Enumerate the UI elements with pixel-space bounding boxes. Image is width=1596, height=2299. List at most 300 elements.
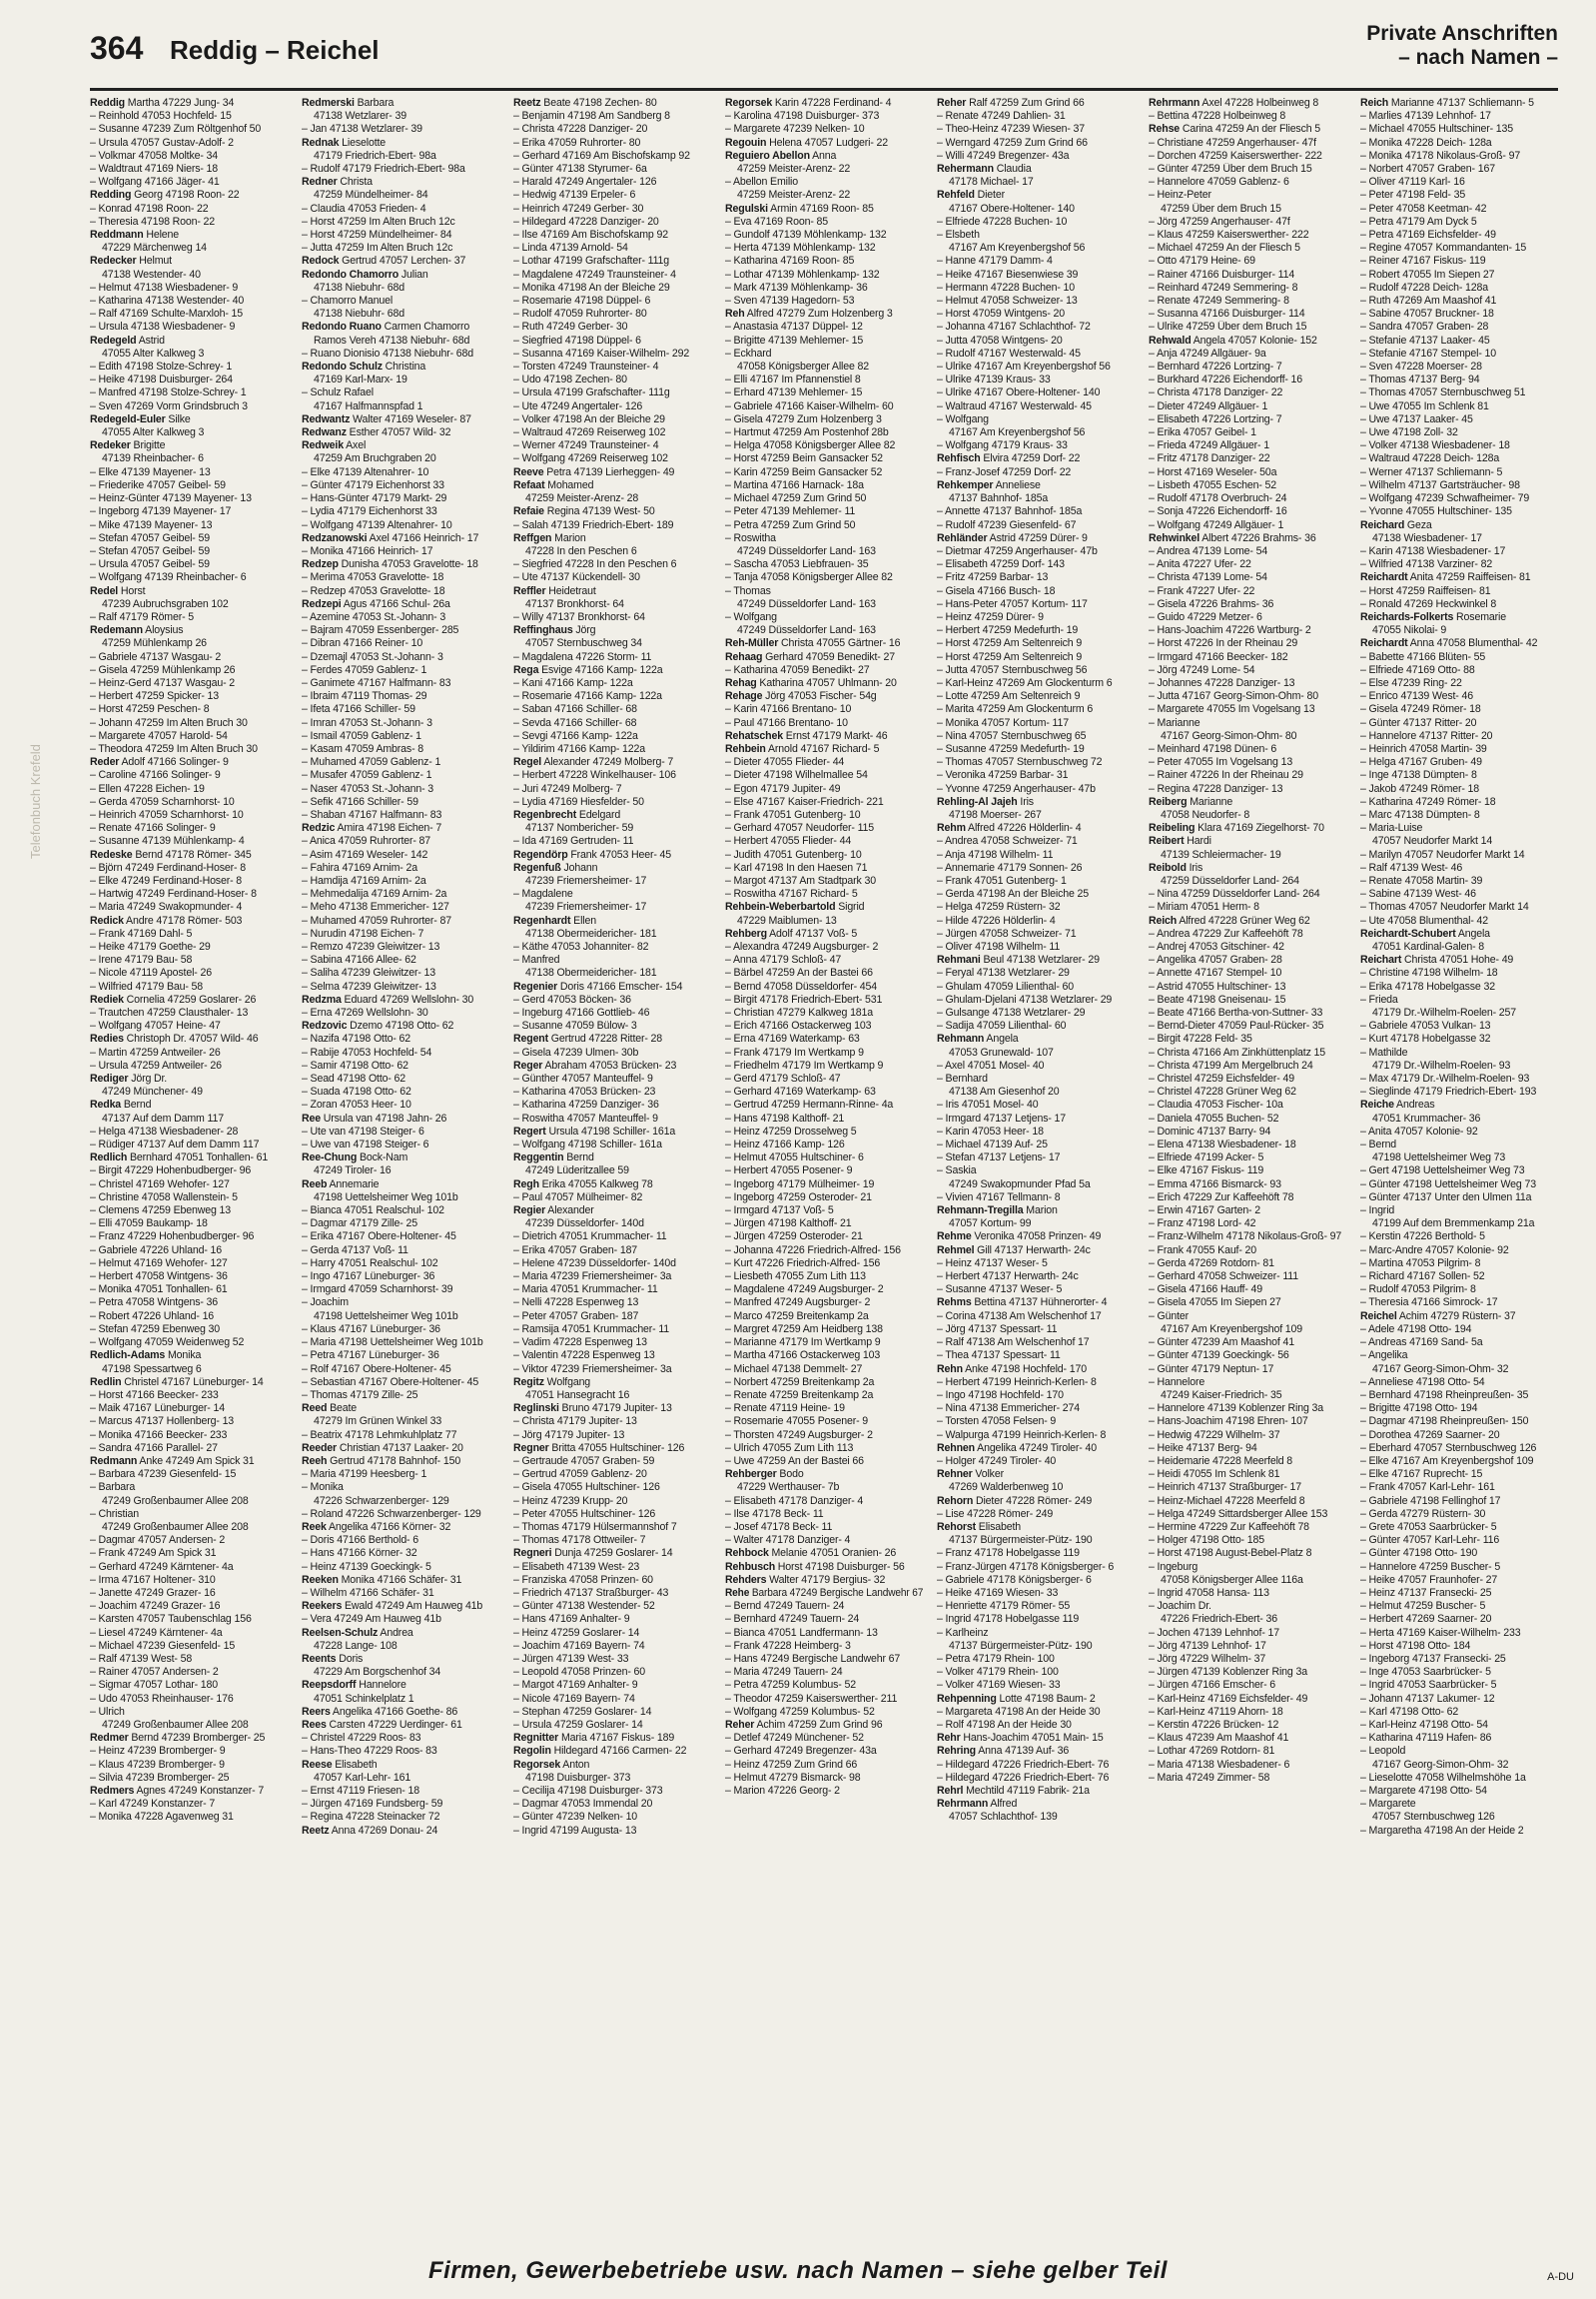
- entry-details: – Hannelore 47059 Gablenz- 6: [1149, 176, 1289, 189]
- listing-entry: [90, 1772, 288, 1785]
- listing-entry: [725, 1323, 923, 1336]
- listing-entry: [513, 1811, 711, 1824]
- listing-entry: [513, 743, 711, 756]
- entry-details: – Rainer 47166 Duisburger- 114: [1149, 268, 1295, 281]
- listing-entry: [1360, 110, 1558, 123]
- entry-details: – Barbara: [90, 1481, 136, 1494]
- surname: Redlich-Adams: [90, 1349, 166, 1362]
- surname: Refaie: [513, 505, 544, 518]
- surname: Rehbein-Weberbartold: [725, 901, 836, 914]
- entry-details: – Henriette 47179 Römer- 55: [937, 1600, 1071, 1613]
- listing-entry: [937, 611, 1135, 624]
- entry-details: – Barbara 47239 Giesenfeld- 15: [90, 1468, 237, 1481]
- listing-entry: [937, 1099, 1135, 1112]
- page-number: 364: [90, 30, 144, 66]
- entry-details: – Margarete 47055 Im Vogelsang 13: [1149, 703, 1315, 716]
- entry-details: – Heinz-Günter 47139 Mayener- 13: [90, 492, 252, 505]
- surname: Reekers: [302, 1600, 343, 1613]
- entry-details: – Volker 47198 An der Bleiche 29: [513, 412, 665, 425]
- listing-entry: [90, 519, 288, 532]
- listing-entry: [937, 1666, 1135, 1679]
- listing-entry: [90, 1693, 288, 1706]
- surname: Reher: [937, 97, 967, 109]
- listing-entry: [513, 1429, 711, 1442]
- listing-entry: [937, 137, 1135, 150]
- entry-details: Bruno 47179 Jupiter- 13: [558, 1402, 672, 1415]
- entry-details: – Herbert 47228 Winkelhauser- 106: [513, 769, 676, 782]
- listing-entry: [937, 1033, 1135, 1046]
- entry-details: – Bernhard 47249 Tauern- 24: [725, 1613, 860, 1626]
- listing-entry: [90, 1073, 288, 1086]
- surname: Rehorn: [937, 1494, 974, 1507]
- listing-entry: [302, 1521, 499, 1534]
- entry-details: – Harald 47249 Angertaler- 126: [513, 176, 657, 189]
- listing-entry: [725, 479, 923, 492]
- entry-details: – Susanna 47169 Kaiser-Wilhelm- 292: [513, 347, 690, 360]
- entry-details: – Hartmut 47259 Am Postenhof 28b: [725, 426, 889, 439]
- entry-address: 47198 Uettelsheimer Weg 101b: [314, 1190, 458, 1203]
- listing-entry: [302, 374, 499, 386]
- listing-entry: [725, 242, 923, 255]
- entry-details: – Saskia: [937, 1164, 977, 1177]
- listing-entry: [90, 1113, 288, 1126]
- listing-entry: [513, 439, 711, 452]
- entry-details: – Mathilde: [1360, 1046, 1408, 1059]
- entry-details: – Sebastian 47167 Obere-Holtener- 45: [302, 1375, 479, 1388]
- entry-details: – Inge 47053 Saarbrücker- 5: [1360, 1666, 1491, 1679]
- listing-entry: [725, 1613, 923, 1626]
- listing-entry: [1149, 1600, 1346, 1613]
- listing-entry: [937, 651, 1135, 664]
- entry-details: Adolf 47166 Solinger- 9: [119, 756, 229, 769]
- entry-details: Bernd: [563, 1151, 594, 1164]
- listing-entry: [1149, 452, 1346, 465]
- listing-entry: [1360, 1455, 1558, 1468]
- listing-entry: [302, 1310, 499, 1323]
- entry-details: Gill 47137 Herwarth- 24c: [974, 1243, 1091, 1256]
- entry-details: Christa: [337, 176, 373, 189]
- surname: Rehrmann: [1149, 97, 1200, 109]
- listing-entry: [513, 941, 711, 954]
- surname: Reed: [302, 1402, 328, 1415]
- listing-entry: [513, 1060, 711, 1073]
- entry-details: – Gerhard 47169 Waterkamp- 63: [725, 1086, 876, 1099]
- entry-details: – Viktor 47239 Friemersheimer- 3a: [513, 1362, 672, 1375]
- surname: Rehberger: [725, 1468, 777, 1481]
- entry-details: – Volker 47179 Rhein- 100: [937, 1666, 1059, 1679]
- listing-entry: [725, 1547, 923, 1560]
- entry-address: 47057 Schlachthof- 139: [949, 1811, 1058, 1824]
- entry-details: – Günter 47057 Karl-Lehr- 116: [1360, 1534, 1500, 1547]
- entry-details: Hildegard 47166 Carmen- 22: [550, 1745, 687, 1758]
- entry-details: – Bernhard 47226 Lortzing- 7: [1149, 361, 1282, 374]
- listing-entry: [513, 1257, 711, 1270]
- listing-entry: [1360, 1296, 1558, 1309]
- entry-details: – Heinz 47259 Goslarer- 14: [513, 1626, 640, 1639]
- listing-entry: [90, 386, 288, 399]
- column-5: [937, 97, 1135, 2244]
- surname: Reetz: [513, 97, 541, 109]
- listing-entry: [1149, 703, 1346, 716]
- surname: Redzma: [302, 993, 342, 1006]
- entry-details: – Sven 47228 Moerser- 28: [1360, 361, 1482, 374]
- listing-entry: [937, 110, 1135, 123]
- column-6: [1149, 97, 1346, 2244]
- listing-entry: [513, 479, 711, 492]
- entry-details: – Holger 47249 Tiroler- 40: [937, 1454, 1057, 1467]
- listing-entry: [513, 1244, 711, 1257]
- listing-entry: [302, 664, 499, 677]
- entry-details: Helmut: [136, 255, 172, 268]
- entry-details: – Christine 47058 Wallenstein- 5: [90, 1190, 238, 1203]
- listing-entry: [302, 1666, 499, 1679]
- entry-details: – Anna 47179 Schloß- 47: [725, 954, 842, 967]
- listing-entry: [1360, 1719, 1558, 1732]
- entry-details: – Brigitte 47198 Otto- 194: [1360, 1402, 1478, 1415]
- listing-entry: [90, 730, 288, 743]
- listing-entry: [725, 994, 923, 1007]
- listing-entry: [1149, 1745, 1346, 1758]
- entry-details: – Frank 47055 Kauf- 20: [1149, 1243, 1257, 1256]
- listing-entry: [1149, 216, 1346, 229]
- listing-entry: [1360, 1508, 1558, 1521]
- entry-details: – Remzo 47239 Gleiwitzer- 13: [302, 941, 440, 953]
- listing-entry: [937, 386, 1135, 399]
- entry-details: – Nina 47057 Sternbuschweg 65: [937, 729, 1087, 742]
- entry-details: – Nina 47259 Düsseldorfer Land- 264: [1149, 888, 1320, 901]
- listing-entry: [1149, 386, 1346, 399]
- listing-entry: [302, 1376, 499, 1389]
- entry-details: – Samir 47198 Otto- 62: [302, 1059, 408, 1072]
- entry-details: – Elke 47167 Ruprecht- 15: [1360, 1468, 1483, 1481]
- entry-details: – Heinrich 47059 Scharnhorst- 10: [90, 808, 244, 821]
- listing-entry: [90, 269, 288, 282]
- listing-entry: [513, 1310, 711, 1323]
- entry-details: – Nicole 47119 Apostel- 26: [90, 967, 212, 980]
- entry-details: – Rudolf 47167 Westerwald- 45: [937, 347, 1081, 360]
- listing-entry: [90, 717, 288, 730]
- entry-details: – Stefan 47057 Geibel- 59: [90, 531, 210, 544]
- listing-entry: [90, 1086, 288, 1099]
- listing-entry: [1149, 1653, 1346, 1666]
- listing-entry: [937, 796, 1135, 809]
- listing-entry: [937, 1113, 1135, 1126]
- listing-entry: [302, 1442, 499, 1455]
- listing-entry: [937, 1047, 1135, 1060]
- entry-details: Johann: [560, 861, 598, 874]
- surname: Rehders: [725, 1573, 767, 1586]
- listing-entry: [90, 809, 288, 822]
- entry-details: – Ingrid 47199 Augusta- 13: [513, 1824, 637, 1837]
- entry-details: – Michael 47138 Demmelt- 27: [725, 1362, 863, 1375]
- surname: Reetz: [302, 1824, 330, 1837]
- entry-details: – Bernd 47058 Düsseldorfer- 454: [725, 980, 878, 993]
- entry-details: – Heinz-Gerd 47137 Wasgau- 2: [90, 676, 235, 689]
- entry-details: Heidetraut: [545, 584, 596, 597]
- entry-details: Astrid: [136, 334, 165, 347]
- surname: Reddmann: [90, 229, 144, 242]
- entry-address: 47058 Königsberger Allee 116a: [1161, 1573, 1303, 1586]
- listing-entry: [725, 255, 923, 268]
- listing-entry: [302, 598, 499, 611]
- listing-entry: [513, 1217, 711, 1230]
- entry-details: – Friedhelm 47179 Im Wertkamp 9: [725, 1059, 884, 1072]
- entry-address: 47058 Königsberger Allee 82: [737, 361, 870, 374]
- listing-entry: [90, 1389, 288, 1402]
- listing-entry: [1360, 585, 1558, 598]
- entry-details: – Waltraud 47228 Deich- 128a: [1360, 452, 1500, 465]
- entry-details: – Gerd 47053 Böcken- 36: [513, 993, 631, 1006]
- entry-details: – Frank 47228 Heimberg- 3: [725, 1639, 851, 1652]
- entry-address: 47249 Großenbaumer Allee 208: [102, 1718, 249, 1731]
- listing-entry: [302, 1060, 499, 1073]
- entry-address: 47137 Nombericher- 59: [525, 822, 634, 835]
- entry-details: – Saban 47166 Schiller- 68: [513, 703, 637, 716]
- entry-details: – Jürgen 47198 Kalthoff- 21: [725, 1217, 852, 1230]
- listing-entry: [1360, 1653, 1558, 1666]
- listing-entry: [302, 1561, 499, 1574]
- listing-entry: [1149, 1481, 1346, 1494]
- listing-entry: [725, 651, 923, 664]
- surname: Reibeling: [1149, 822, 1196, 835]
- listing-entry: [513, 269, 711, 282]
- entry-details: Alfred 47226 Hölderlin- 4: [965, 822, 1082, 835]
- listing-entry: [90, 743, 288, 756]
- listing-entry: [302, 1547, 499, 1560]
- listing-entry: [513, 1349, 711, 1362]
- listing-entry: [725, 413, 923, 426]
- entry-details: Doris: [336, 1652, 364, 1665]
- entry-details: – Beatrix 47178 Lehmkuhlplatz 77: [302, 1428, 457, 1441]
- surname: Rehberg: [725, 927, 767, 940]
- listing-entry: [725, 1442, 923, 1455]
- listing-entry: [513, 1151, 711, 1164]
- entry-details: – Karl-Heinz 47269 Am Glockenturm 6: [937, 676, 1113, 689]
- entry-details: – Christine 47198 Wilhelm- 18: [1360, 967, 1498, 980]
- entry-details: – Gerda 47137 Voß- 11: [302, 1243, 408, 1256]
- listing-entry: [1149, 835, 1346, 848]
- listing-entry: [937, 426, 1135, 439]
- listing-entry: [1360, 269, 1558, 282]
- surname: Rees: [302, 1718, 327, 1731]
- listing-entry: [302, 1798, 499, 1811]
- listing-entry: [302, 585, 499, 598]
- listing-entry: [1149, 809, 1346, 822]
- listing-entry: [1360, 1310, 1558, 1323]
- entry-details: – Dzemajl 47053 St.-Johann- 3: [302, 650, 443, 663]
- entry-details: – Horst 47259 Im Alten Bruch 12c: [302, 215, 455, 228]
- entry-address: 47169 Karl-Marx- 19: [314, 374, 407, 386]
- entry-details: – Elena 47138 Wiesbadener- 18: [1149, 1139, 1296, 1151]
- listing-entry: [1360, 308, 1558, 321]
- listing-entry: [90, 1257, 288, 1270]
- entry-details: – Friedrich 47137 Straßburger- 43: [513, 1586, 669, 1599]
- entry-address: 47198 Moerser- 267: [949, 808, 1042, 821]
- listing-entry: [725, 1244, 923, 1257]
- entry-details: – Yildirim 47166 Kamp- 122a: [513, 742, 645, 755]
- listing-entry: [937, 413, 1135, 426]
- entry-details: – Martina 47053 Pilgrim- 8: [1360, 1256, 1481, 1269]
- listing-entry: [302, 348, 499, 361]
- entry-details: – Ralf 47169 Schulte-Marxloh- 15: [90, 308, 244, 321]
- section-title: [1366, 22, 1558, 70]
- listing-entry: [302, 1230, 499, 1243]
- entry-details: – Kerstin 47226 Brücken- 12: [1149, 1718, 1279, 1731]
- listing-entry: [513, 1798, 711, 1811]
- entry-details: – Günter: [1149, 1309, 1190, 1322]
- listing-entry: [513, 994, 711, 1007]
- entry-details: Angelika 47166 Körner- 32: [326, 1520, 451, 1533]
- entry-details: – Martin 47259 Antweiler- 26: [90, 1046, 221, 1059]
- entry-details: – Elke 47167 Fiskus- 119: [1149, 1164, 1264, 1177]
- listing-entry: [302, 1283, 499, 1296]
- entry-details: Christina: [382, 361, 426, 374]
- listing-entry: [1149, 1627, 1346, 1640]
- listing-entry: [1149, 1679, 1346, 1692]
- surname: Regenfuß: [513, 861, 561, 874]
- listing-entry: [302, 1534, 499, 1547]
- listing-entry: [513, 545, 711, 558]
- entry-details: Bodo: [776, 1468, 804, 1481]
- listing-entry: [302, 809, 499, 822]
- entry-details: – Ursula 47138 Wiesbadener- 9: [90, 321, 236, 334]
- entry-details: Anna 47139 Auf- 36: [975, 1745, 1070, 1758]
- listing-entry: [1360, 97, 1558, 110]
- listing-entry: [937, 1798, 1135, 1811]
- entry-details: – Hans 47166 Körner- 32: [302, 1547, 417, 1560]
- entry-address: 47167 Obere-Holtener- 140: [949, 202, 1075, 215]
- listing-entry: [90, 321, 288, 334]
- listing-entry: [302, 941, 499, 954]
- entry-details: – Kerstin 47226 Berthold- 5: [1360, 1230, 1485, 1243]
- listing-entry: [1149, 1230, 1346, 1243]
- listing-entry: [1149, 1323, 1346, 1336]
- listing-entry: [725, 783, 923, 796]
- listing-entry: [513, 954, 711, 967]
- listing-entry: [90, 796, 288, 809]
- entry-details: – Monika 47051 Tonhallen- 61: [90, 1283, 228, 1296]
- surname: Redwantz: [302, 412, 351, 425]
- listing-entry: [1149, 862, 1346, 875]
- listing-entry: [513, 901, 711, 914]
- entry-details: – Holger 47198 Otto- 185: [1149, 1534, 1264, 1547]
- listing-entry: [90, 994, 288, 1007]
- listing-entry: [1360, 756, 1558, 769]
- entry-details: – Petra 47179 Am Dyck 5: [1360, 215, 1477, 228]
- entry-details: – Karl 47198 Otto- 62: [1360, 1705, 1459, 1718]
- listing-entry: [937, 1323, 1135, 1336]
- listing-entry: [937, 954, 1135, 967]
- entry-details: – Herbert 47259 Medefurth- 19: [937, 624, 1079, 637]
- entry-details: Jörg 47053 Fischer- 54g: [762, 690, 877, 703]
- listing-entry: [937, 1230, 1135, 1243]
- listing-entry: [302, 361, 499, 374]
- entry-details: – Andrea 47058 Schweizer- 71: [937, 835, 1078, 848]
- entry-details: Hannelore: [356, 1679, 406, 1692]
- entry-details: Ewald 47249 Am Hauweg 41b: [342, 1600, 483, 1613]
- listing-entry: [937, 967, 1135, 980]
- entry-details: – Sevgi 47166 Kamp- 122a: [513, 729, 638, 742]
- entry-details: – Gisela 47055 Hultschiner- 126: [513, 1481, 660, 1494]
- listing-entry: [90, 1296, 288, 1309]
- entry-details: – Norbert 47259 Breitenkamp 2a: [725, 1375, 875, 1388]
- listing-entry: [1360, 1561, 1558, 1574]
- listing-entry: [1149, 1402, 1346, 1415]
- entry-details: Regina 47139 West- 50: [543, 505, 655, 518]
- entry-details: – Günter 47198 Uettelsheimer Weg 73: [1360, 1177, 1536, 1190]
- entry-details: – Johann 47137 Lakumer- 12: [1360, 1692, 1495, 1705]
- entry-details: – Muhamed 47059 Gablenz- 1: [302, 756, 441, 769]
- entry-details: – Hans-Peter 47057 Kortum- 117: [937, 597, 1088, 610]
- entry-details: – Sabina 47166 Allee- 62: [302, 954, 416, 967]
- surname: Rehe: [725, 1586, 750, 1599]
- entry-address: 47239 Friemersheimer- 17: [525, 901, 647, 914]
- entry-details: – Ursula 47259 Antweiler- 26: [90, 1059, 222, 1072]
- listing-entry: [725, 1468, 923, 1481]
- entry-details: – Josef 47178 Beck- 11: [725, 1520, 833, 1533]
- entry-details: – Anneliese 47198 Otto- 54: [1360, 1375, 1485, 1388]
- entry-details: – Axel 47051 Mosel- 40: [937, 1059, 1045, 1072]
- listing-entry: [1149, 163, 1346, 176]
- entry-details: – Reinhold 47053 Hochfeld- 15: [90, 110, 232, 123]
- entry-details: – Bärbel 47259 An der Bastei 66: [725, 967, 873, 980]
- listing-entry: [1149, 1547, 1346, 1560]
- listing-entry: [1149, 1007, 1346, 1020]
- listing-entry: [1360, 1217, 1558, 1230]
- listing-entry: [937, 1402, 1135, 1415]
- entry-details: – Siegfried 47198 Düppel- 6: [513, 334, 641, 347]
- surname: Rehwald: [1149, 334, 1192, 347]
- listing-entry: [90, 466, 288, 479]
- listing-entry: [90, 176, 288, 189]
- entry-details: – Rudolf 47059 Ruhrorter- 80: [513, 308, 647, 321]
- surname: Reeken: [302, 1573, 339, 1586]
- entry-details: – Erwin 47167 Garten- 2: [1149, 1204, 1260, 1217]
- listing-entry: [513, 97, 711, 110]
- entry-details: Melanie 47051 Oranien- 26: [768, 1547, 897, 1560]
- listing-entry: [937, 1759, 1135, 1772]
- listing-entry: [1149, 1257, 1346, 1270]
- entry-details: – Ingeburg 47166 Gottlieb- 46: [513, 1007, 650, 1020]
- listing-entry: [937, 479, 1135, 492]
- entry-details: – Elke 47139 Altenahrer- 10: [302, 465, 429, 478]
- entry-details: – Heidi 47055 Im Schlenk 81: [1149, 1468, 1280, 1481]
- listing-entry: [513, 1230, 711, 1243]
- entry-details: – Sabine 47139 West- 46: [1360, 888, 1476, 901]
- entry-details: – Erika 47059 Ruhrorter- 80: [513, 136, 641, 149]
- listing-entry: [725, 1363, 923, 1376]
- listing-entry: [1149, 1270, 1346, 1283]
- entry-details: – Sascha 47053 Liebfrauen- 35: [725, 558, 869, 571]
- entry-details: – Karl-Heinz 47198 Otto- 54: [1360, 1718, 1488, 1731]
- entry-address: 47199 Auf dem Bremmenkamp 21a: [1372, 1217, 1535, 1230]
- listing-entry: [1149, 1772, 1346, 1785]
- entry-details: – Stefanie 47167 Stempel- 10: [1360, 347, 1496, 360]
- entry-details: – Volker 47138 Wiesbadener- 18: [1360, 439, 1510, 452]
- listing-entry: [513, 1139, 711, 1151]
- entry-details: – Horst 47259 Peschen- 8: [90, 703, 210, 716]
- listing-entry: [937, 1561, 1135, 1574]
- listing-entry: [937, 1244, 1135, 1257]
- entry-details: Carsten 47229 Uerdinger- 61: [326, 1718, 462, 1731]
- entry-details: Walter 47169 Weseler- 87: [350, 412, 471, 425]
- entry-details: – Karl-Heinz 47119 Ahorn- 18: [1149, 1705, 1283, 1718]
- listing-entry: [937, 1495, 1135, 1508]
- entry-details: Carina 47259 An der Fliesch 5: [1180, 123, 1321, 136]
- listing-entry: [90, 1719, 288, 1732]
- listing-entry: [725, 1481, 923, 1494]
- listing-entry: [725, 1521, 923, 1534]
